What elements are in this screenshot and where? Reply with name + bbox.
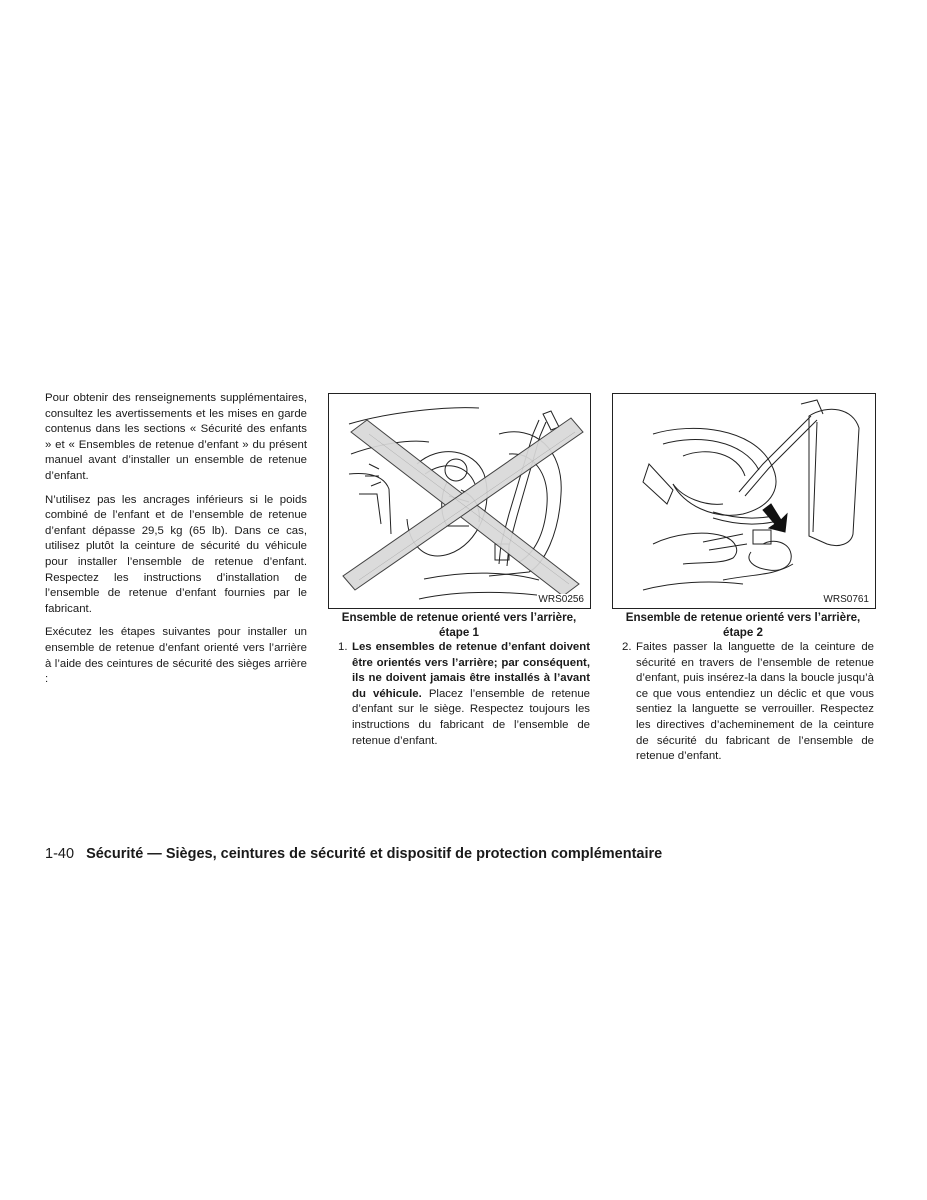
figure-code: WRS0256	[538, 594, 584, 605]
figure-step-2	[612, 393, 876, 609]
step-item	[328, 640, 590, 749]
figure-step-1	[328, 393, 591, 609]
step-warning-text: Les ensembles de retenue d’enfant doivent être orientés vers l’arrière; par conséquent, ils ne doivent jamais être installés à l’avant du véhicule.	[352, 641, 590, 700]
step-number: 2.	[622, 641, 632, 653]
belt-buckle-insertion-illustration	[613, 394, 875, 608]
step-item	[612, 640, 874, 765]
step-number: 1.	[338, 641, 348, 653]
page-footer	[45, 846, 662, 862]
section-title: Sécurité — Sièges, ceintures de sécurité et dispositif de protection complémentaire	[86, 846, 663, 862]
caption-line: Ensemble de retenue orienté vers l’arrière,	[625, 611, 861, 624]
intro-paragraph: Pour obtenir des renseignements supplémentaires, consultez les avertissements et les mises en garde contenus dans les sections « Sécurité des enfants » et « Ensembles de retenue d’enfant » du présent manuel avant d’installer un ensemble de retenue d’enfant.	[45, 392, 307, 482]
step-text: Placez l’ensemble de retenue d’enfant sur le siège. Respectez toujours les instructions du fabricant de l’ensemble de retenue d’enfant.	[352, 687, 590, 747]
caption-line: étape 1	[439, 625, 479, 639]
figure-code: WRS0761	[823, 594, 869, 605]
intro-paragraph: N’utilisez pas les ancrages inférieurs si le poids combiné de l’enfant et de l’ensemble de retenue d’enfant dépasse 29,5 kg (65 lb). Dans ce cas, utilisez plutôt la ceinture de sécurité du véhicule pour installer l’ensemble de retenue d’enfant. Respectez les instructions d’installation de l’ensemble de retenue d’enfant fournies par le fabricant.	[45, 493, 307, 615]
figure-caption	[322, 611, 596, 640]
intro-paragraph: Exécutez les étapes suivantes pour installer un ensemble de retenue d’enfant orienté vers l’arrière à l’aide des ceintures de sécurité des sièges arrière :	[45, 626, 307, 686]
step-1-column	[328, 640, 590, 749]
step-2-column	[612, 640, 874, 765]
prohibited-front-seat-install-illustration	[329, 394, 590, 608]
caption-line: Ensemble de retenue orienté vers l’arrière,	[341, 611, 577, 624]
page-number: 1-40	[45, 846, 75, 862]
step-text: Faites passer la languette de la ceinture de sécurité en travers de l’ensemble de retenue d’enfant, puis insérez-la dans la boucle jusqu’à ce que vous entendiez un déclic et que vous sentiez la languette se verrouiller. Respectez les directives d’acheminement de la ceinture de sécurité du fabricant de l’ensemble de retenue d’enfant.	[636, 641, 874, 763]
intro-column	[45, 391, 307, 696]
figure-caption	[606, 611, 880, 640]
caption-line: étape 2	[723, 625, 763, 639]
